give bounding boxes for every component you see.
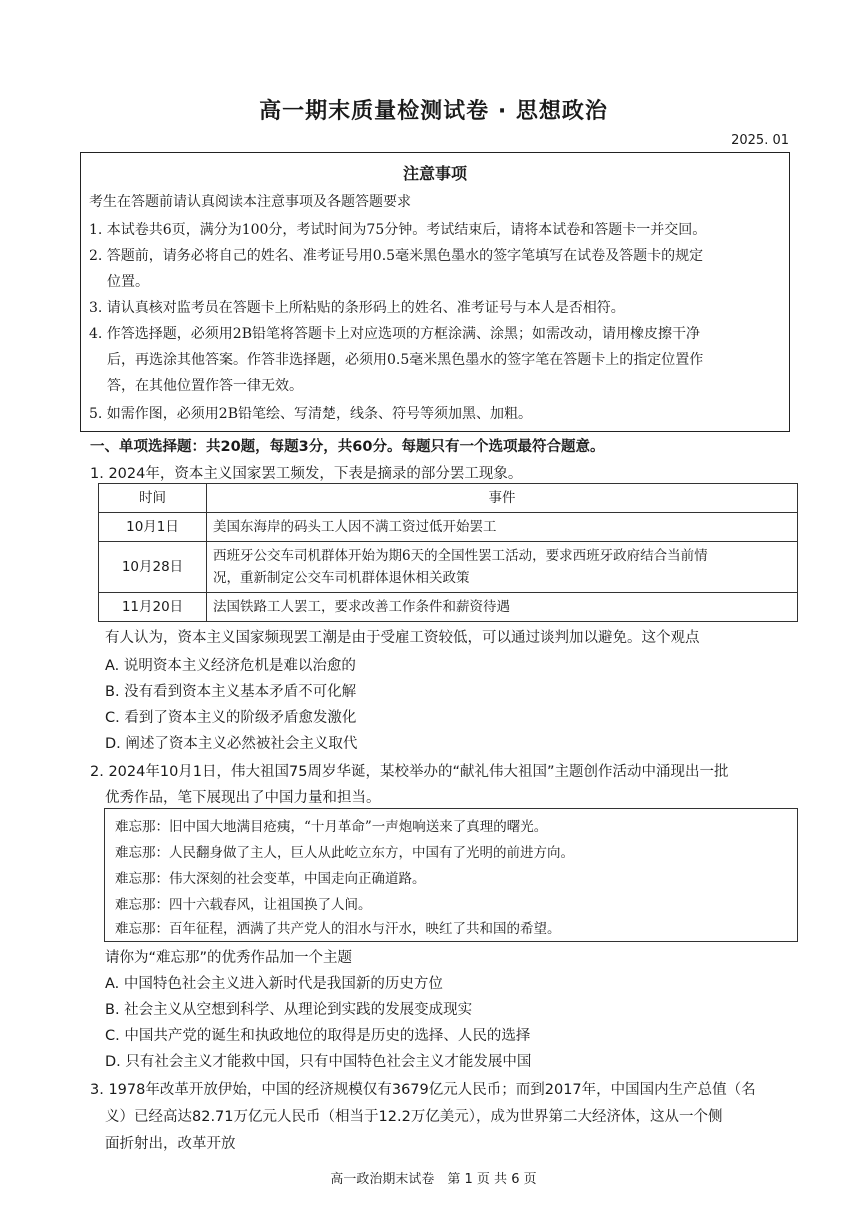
table-cell-date: 11月20日	[99, 593, 207, 622]
page-footer: 高一政治期末试卷 第 1 页 共 6 页	[330, 1172, 537, 1187]
quote-line: 难忘那：四十六载春风，让祖国换了人间。	[115, 897, 372, 913]
quote-line: 难忘那：百年征程，洒满了共产党人的泪水与汗水，映红了共和国的希望。	[115, 921, 561, 937]
question-3-stem: 面折射出，改革开放	[105, 1136, 236, 1152]
notice-title: 注意事项	[402, 164, 467, 183]
strike-table	[98, 483, 798, 622]
quote-line: 难忘那：人民翻身做了主人，巨人从此屹立东方，中国有了光明的前进方向。	[115, 845, 574, 861]
notice-line: 位置。	[107, 274, 149, 290]
quote-box	[104, 808, 798, 942]
notice-line: 4. 作答选择题，必须用2B铅笔将答题卡上对应选项的方框涂满、涂黑；如需改动，请用橡皮擦干净	[89, 326, 701, 342]
event-text: 法国铁路工人罢工，要求改善工作条件和薪资待遇	[213, 599, 510, 615]
table-row	[99, 513, 798, 542]
quote-line: 难忘那：伟大深刻的社会变革，中国走向正确道路。	[115, 871, 426, 887]
table-header-row	[99, 484, 798, 513]
event-text: 美国东海岸的码头工人因不满工资过低开始罢工	[213, 519, 497, 535]
option-a: A. 中国特色社会主义进入新时代是我国新的历史方位	[105, 976, 443, 992]
notice-line: 2. 答题前，请务必将自己的姓名、准考证号用0.5毫米黑色墨水的签字笔填写在试卷及答题卡的规定	[89, 248, 704, 264]
question-3-stem: 3. 1978年改革开放伊始，中国的经济规模仅有3679亿元人民币；而到2017年，中国国内生产总值（名	[90, 1082, 756, 1098]
table-row	[99, 593, 798, 622]
option-c: C. 中国共产党的诞生和执政地位的取得是历史的选择、人民的选择	[105, 1028, 531, 1044]
table-row	[99, 542, 798, 593]
question-1-follow: 有人认为，资本主义国家频现罢工潮是由于受雇工资较低，可以通过谈判加以避免。这个观点	[105, 630, 700, 646]
exam-date: 2025. 01	[731, 133, 789, 148]
notice-line: 5. 如需作图，必须用2B铅笔绘、写清楚，线条、符号等须加黑、加粗。	[89, 406, 533, 422]
table-cell-date: 10月1日	[99, 513, 207, 542]
quote-line: 难忘那：旧中国大地满目疮痍，“十月革命”一声炮响送来了真理的曙光。	[115, 819, 548, 835]
notice-line: 3. 请认真核对监考员在答题卡上所粘贴的条形码上的姓名、准考证号与本人是否相符。	[89, 300, 625, 316]
table-cell-event	[207, 513, 798, 542]
option-b: B. 社会主义从空想到科学、从理论到实践的发展变成现实	[105, 1002, 473, 1018]
notice-line: 考生在答题前请认真阅读本注意事项及各题答题要求	[89, 194, 411, 210]
option-b: B. 没有看到资本主义基本矛盾不可化解	[105, 684, 357, 700]
question-2-stem: 优秀作品，笔下展现出了中国力量和担当。	[105, 790, 381, 806]
option-c: C. 看到了资本主义的阶级矛盾愈发激化	[105, 710, 357, 726]
notice-line: 1. 本试卷共6页，满分为100分，考试时间为75分钟。考试结束后，请将本试卷和答题卡一并交回。	[89, 222, 707, 238]
notice-line: 后，再选涂其他答案。作答非选择题，必须用0.5毫米黑色墨水的签字笔在答题卡上的指定位置作	[107, 352, 704, 368]
question-3-stem: 义）已经高达82.71万亿元人民币（相当于12.2万亿美元），成为世界第二大经济体，这从一个侧	[105, 1109, 723, 1125]
question-1-stem: 1. 2024年，资本主义国家罢工频发，下表是摘录的部分罢工现象。	[90, 466, 523, 482]
table-header-event: 事件	[207, 484, 798, 513]
question-2-stem: 2. 2024年10月1日，伟大祖国75周岁华诞，某校举办的“献礼伟大祖国”主题创作活动中涌现出一批	[90, 764, 729, 780]
event-text: 西班牙公交车司机群体开始为期6天的全国性罢工活动，要求西班牙政府结合当前情	[213, 548, 708, 564]
option-d: D. 只有社会主义才能救中国，只有中国特色社会主义才能发展中国	[105, 1054, 532, 1070]
page-title: 高一期末质量检测试卷 · 思想政治	[259, 99, 608, 124]
option-a: A. 说明资本主义经济危机是难以治愈的	[105, 658, 356, 674]
event-text: 况，重新制定公交车司机群体退休相关政策	[213, 570, 470, 586]
notice-box	[80, 152, 790, 432]
option-d: D. 阐述了资本主义必然被社会主义取代	[105, 736, 358, 752]
notice-line: 答，在其他位置作答一律无效。	[107, 378, 303, 394]
question-2-follow: 请你为“难忘那”的优秀作品加一个主题	[105, 950, 353, 966]
table-header-time: 时间	[99, 484, 207, 513]
table-cell-event	[207, 593, 798, 622]
table-cell-date: 10月28日	[99, 542, 207, 593]
table-cell-event	[207, 542, 798, 593]
section-heading: 一、单项选择题：共20题，每题3分，共60分。每题只有一个选项最符合题意。	[90, 439, 605, 455]
